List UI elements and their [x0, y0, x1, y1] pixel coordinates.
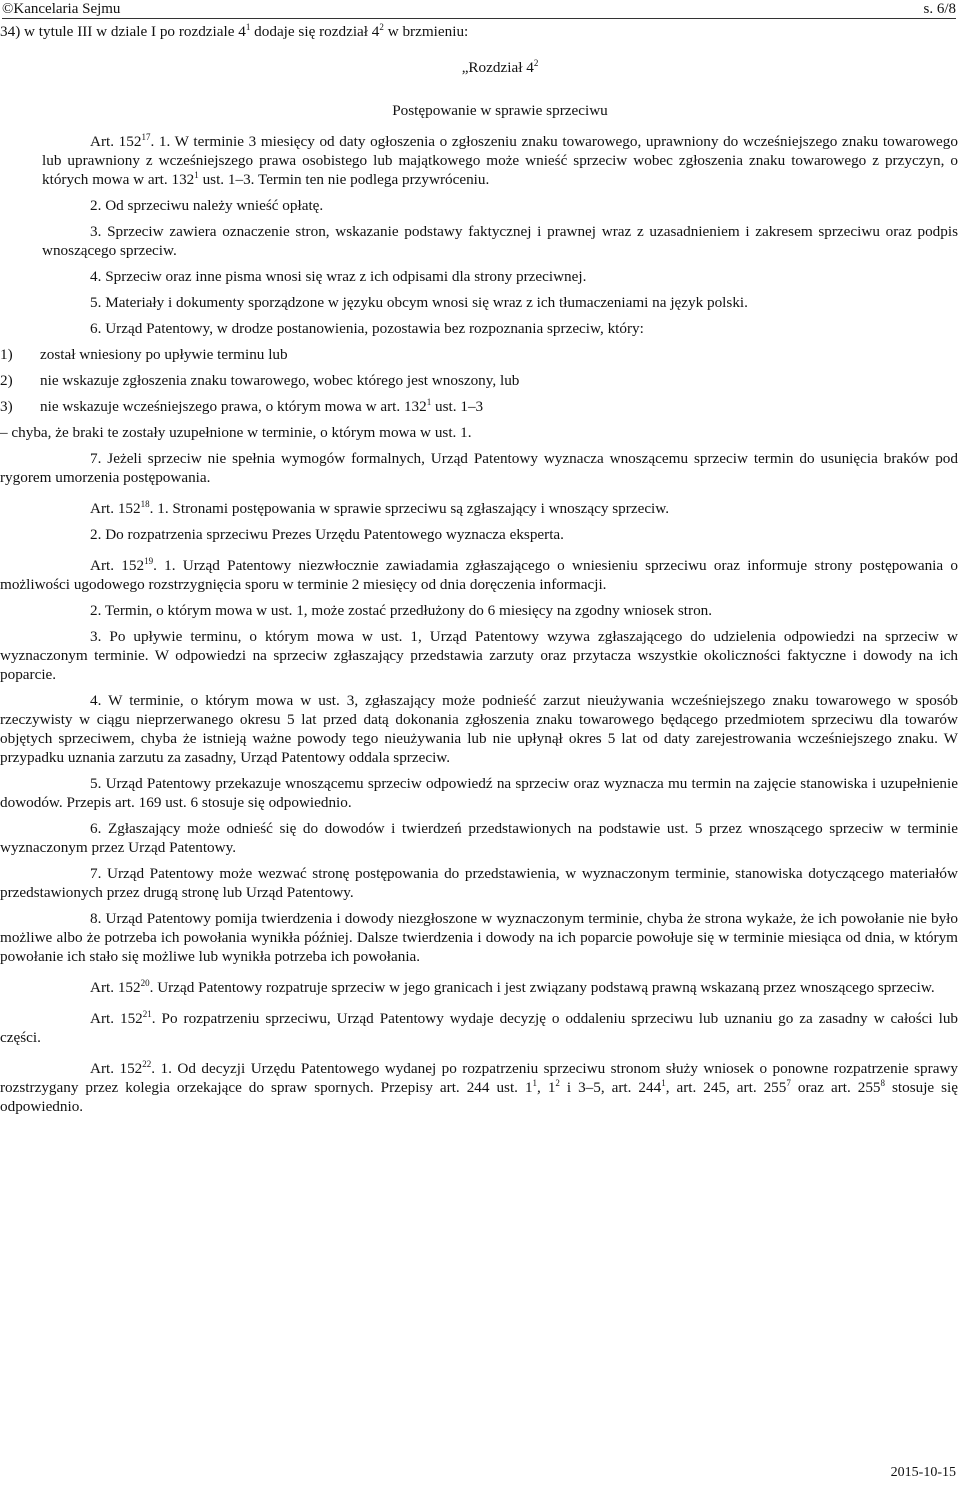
article-152-19-para-2: 2. Termin, o którym mowa w ust. 1, może zostać przedłużony do 6 miesięcy na zgodny wniosek stron. — [90, 602, 713, 619]
list-tail: – chyba, że braki te zostały uzupełnione w terminie, o którym mowa w ust. 1. — [0, 424, 472, 441]
header-page-number: s. 6/8 — [923, 1, 956, 17]
article-152-19-para-1: Art. $152^{19}$. 1. Urząd Patentowy niezwłocznie zawiadamia zgłaszającego o wniesieniu sprzeciwu oraz informuje strony postępowania o możliwości ugodowego rozstrzygnięcia sporu w terminie 2 miesięcy od dnia doręczenia informacji. — [0, 555, 958, 593]
footer-date: 2015-10-15 — [890, 1465, 956, 1480]
article-152-17-para-6: 6. Urząd Patentowy, w drodze postanowienia, pozostawia bez rozpoznania sprzeciw, który: — [90, 320, 644, 337]
article-152-19-para-4: 4. W terminie, o którym mowa w ust. 3, zgłaszający może podnieść zarzut nieużywania wcześniejszego znaku towarowego w sposób rzeczywisty w ciągu nieprzerwanego okresu 5 lat przed datą dokonania zgłoszenia znaku towarowego będącego przedmiotem sprzeciwu dla towarów objętych sprzeciwem, chyba że istnieją ważne powody tego nieużywania lub nie upłynął okres 5 lat od daty zarejestrowania wcześniejszego znaku. W przypadku uznania zarzutu za zasadny, Urząd Patentowy oddala sprzeciw. — [0, 692, 958, 766]
list-item-2: 2) nie wskazuje zgłoszenia znaku towarowego, wobec którego jest wnoszony, lub — [0, 372, 520, 389]
page-header — [2, 0, 956, 19]
article-152-17-para-4: 4. Sprzeciw oraz inne pisma wnosi się wraz z ich odpisami dla strony przeciwnej. — [90, 268, 587, 285]
article-152-18-para-1: Art. $152^{18}$. 1. Stronami postępowania w sprawie sprzeciwu są zgłaszający i wnoszący sprzeciw. — [90, 498, 670, 517]
article-152-19-para-7: 7. Urząd Patentowy może wezwać stronę postępowania do przedstawienia, w wyznaczonym terminie, stanowiska dotyczącego materiałów przedstawionych przez drugą stronę lub Urząd Patentowy. — [0, 865, 958, 901]
document-body — [0, 21, 959, 1116]
article-152-21: Art. $152^{21}$. Po rozpatrzeniu sprzeciwu, Urząd Patentowy wydaje decyzję o oddaleniu sprzeciwu lub uznaniu go za zasadny w całości lub części. — [0, 1008, 959, 1046]
chapter-heading: „Rozdział $4^2$ — [461, 57, 539, 76]
list-item-1: 1) został wniesiony po upływie terminu lub — [0, 346, 288, 363]
list-item-3: 3) nie wskazuje wcześniejszego prawa, o którym mowa w art. $132^1$ ust. 1–3 — [0, 396, 484, 415]
article-152-22: Art. $152^{22}$. 1. Od decyzji Urzędu Patentowego wydanej po rozpatrzeniu sprzeciwu stronom służy wniosek o ponowne rozpatrzenie sprawy rozstrzygany przez kolegia orzekające do spraw spornych. Przepisy art. 244 ust. $1^1$, $1^2$ i 3–5, art. $244^1$, art. 245, art. $255^7$ oraz art. $255^8$ stosuje się odpowiednio. — [0, 1058, 959, 1115]
article-152-17-para-5: 5. Materiały i dokumenty sporządzone w języku obcym wnosi się wraz z ich tłumaczeniami na język polski. — [90, 294, 748, 311]
article-152-19-para-3: 3. Po upływie terminu, o którym mowa w ust. 1, Urząd Patentowy wzywa zgłaszającego do udzielenia odpowiedzi na sprzeciw w wyznaczonym terminie. W odpowiedzi na sprzeciw zgłaszający przedstawia zarzuty oraz przytacza wszystkie okoliczności faktyczne i dowody na ich poparcie. — [0, 628, 958, 683]
article-152-19-para-8: 8. Urząd Patentowy pomija twierdzenia i dowody niezgłoszone w wyznaczonym terminie, chyba że strona wykaże, że ich powołanie nie było możliwe albo że potrzeba ich powołania wynikła później. Dalsze twierdzenia i dowody na ich poparcie powołuje się w terminie miesiąca od dnia, w którym powołanie ich stało się możliwe lub wynikła potrzeba ich powołania. — [0, 910, 958, 965]
header-publisher: ©Kancelaria Sejmu — [2, 1, 121, 17]
article-152-20: Art. $152^{20}$. Urząd Patentowy rozpatruje sprzeciw w jego granicach i jest związany podstawą prawną wskazaną przez wnoszącego sprzeciw. — [90, 977, 935, 996]
article-152-17-para-3: 3. Sprzeciw zawiera oznaczenie stron, wskazanie podstawy faktycznej i prawnej wraz z uzasadnieniem i zakresem sprzeciwu oraz podpis wnoszącego sprzeciw. — [42, 223, 958, 259]
article-152-19-para-5: 5. Urząd Patentowy przekazuje wnoszącemu sprzeciw odpowiedź na sprzeciw oraz wyznacza mu termin na zajęcie stanowiska i uzupełnienie dowodów. Przepis art. 169 ust. 6 stosuje się odpowiednio. — [0, 775, 958, 811]
article-152-19-para-6: 6. Zgłaszający może odnieść się do dowodów i twierdzeń przedstawionych na podstawie ust. 5 przez wnoszącego sprzeciw w terminie wyznaczonym przez Urząd Patentowy. — [0, 820, 958, 856]
article-152-18-para-2: 2. Do rozpatrzenia sprzeciwu Prezes Urzędu Patentowego wyznacza eksperta. — [90, 526, 564, 543]
amendment-point-34: 34) w tytule III w dziale I po rozdziale $4^1$ dodaje się rozdział $4^2$ w brzmieniu: — [0, 21, 469, 40]
article-152-17-para-1: Art. $152^{17}$. 1. W terminie 3 miesięcy od daty ogłoszenia o zgłoszeniu znaku towarowego, uprawniony do wcześniejszego znaku towarowego lub uprawniony z wcześniejszego prawa osobistego lub majątkowego może wnieść sprzeciw wobec zgłoszenia znaku towarowego z przyczyn, o których mowa w art. $132^1$ ust. 1–3. Termin ten nie podlega przywróceniu. — [42, 131, 958, 188]
article-152-17-para-2: 2. Od sprzeciwu należy wnieść opłatę. — [90, 197, 324, 214]
chapter-title: Postępowanie w sprawie sprzeciwu — [392, 102, 608, 119]
article-152-17-para-7: 7. Jeżeli sprzeciw nie spełnia wymogów formalnych, Urząd Patentowy wyznacza wnoszącemu sprzeciw termin do usunięcia braków pod rygorem umorzenia postępowania. — [0, 450, 958, 486]
